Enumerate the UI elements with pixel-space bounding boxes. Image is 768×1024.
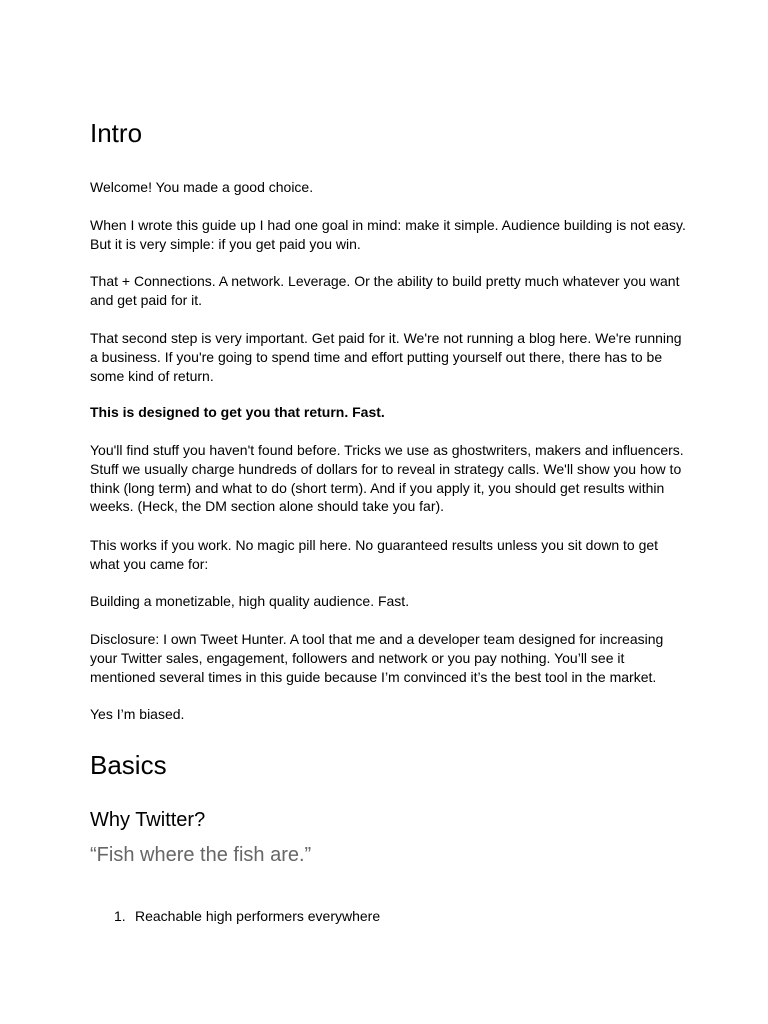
intro-heading: Intro	[90, 118, 143, 148]
intro-paragraph-works: This works if you work. No magic pill here. No guaranteed results unless you sit down to get what you came for:	[90, 537, 659, 572]
intro-paragraph-second-step: That second step is very important. Get paid for it. We're not running a blog here. We're running a business. If you're going to spend time and effort putting yourself out there, there has to be some kind of return.	[90, 330, 682, 384]
list-item	[90, 907, 688, 926]
why-twitter-subtitle: “Fish where the fish are.”	[90, 844, 312, 866]
why-twitter-list	[90, 907, 688, 926]
basics-heading: Basics	[90, 750, 167, 780]
intro-paragraph-welcome: Welcome! You made a good choice.	[90, 179, 314, 195]
intro-paragraph-stuff: You'll find stuff you haven't found before. Tricks we use as ghostwriters, makers and influencers. Stuff we usually charge hundreds of dollars for to reveal in strategy calls. We'll show you how to think (long term) and what to do (short term). And if you apply it, you should get results within weeks. (Heck, the DM section alone should take you far).	[90, 442, 684, 515]
intro-paragraph-disclosure: Disclosure: I own Tweet Hunter. A tool that me and a developer team designed for increasing your Twitter sales, engagement, followers and network or you pay nothing. You’ll see it mentioned several times in this guide because I’m convinced it’s the best tool in the market.	[90, 631, 664, 685]
intro-paragraph-connections: That + Connections. A network. Leverage. Or the ability to build pretty much whatever you want and get paid for it.	[90, 273, 680, 308]
intro-paragraph-designed: This is designed to get you that return. Fast.	[90, 404, 385, 420]
intro-paragraph-goal: When I wrote this guide up I had one goal in mind: make it simple. Audience building is not easy. But it is very simple: if you get paid you win.	[90, 217, 686, 252]
intro-paragraph-building: Building a monetizable, high quality audience. Fast.	[90, 593, 410, 609]
intro-paragraph-biased: Yes I’m biased.	[90, 706, 185, 722]
why-twitter-heading: Why Twitter?	[90, 809, 206, 831]
list-item-number: 1.	[114, 908, 126, 924]
list-item-text: Reachable high performers everywhere	[135, 908, 381, 924]
